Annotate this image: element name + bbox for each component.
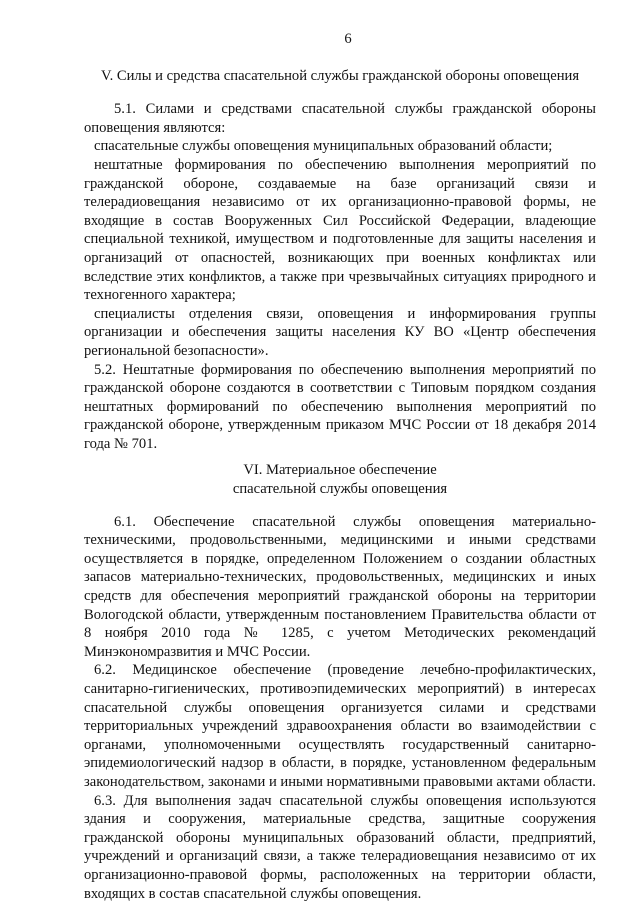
paragraph-5-1-item-2: нештатные формирования по обеспечению выполнения мероприятий по гражданской обороне, создаваемые на базе организаций связи и телерадиовещания независимо от их организационно-правовой формы, не входящие в состав Вооруженных Сил Российской Федерации, владеющие специальной техникой, имуществом и подготовленные для защиты населения и организаций от опасностей, возникающих при военных конфликтах или вследствие этих конфликтов, а также при чрезвычайных ситуациях природного и техногенного характера; bbox=[84, 156, 596, 304]
paragraph-6-2: 6.2. Медицинское обеспечение (проведение лечебно-профилактических, санитарно-гигиенических, противоэпидемических мероприятий) в интересах спасательной службы оповещения организуется силами и средствами территориальных учреждений здравоохранения области во взаимодействии с органами, уполномоченными осуществлять государственный санитарно-эпидемиологический надзор в области, в порядке, установленном федеральным законодательством, законами и иными нормативными правовыми актами области. bbox=[84, 662, 596, 790]
section-5-heading: V. Силы и средства спасательной службы гражданской обороны оповещения bbox=[100, 67, 580, 84]
paragraph-6-3: 6.3. Для выполнения задач спасательной службы оповещения используются здания и сооружения, материальные средства, защитные сооружения гражданской обороны муниципальных образований области, предприятий, учреждений и организаций связи, а также телерадиовещания независимо от их организационно-правовой формы, расположенных на территории области, входящих в состав спасательной службы оповещения. bbox=[84, 792, 596, 902]
paragraph-5-1-item-3: специалисты отделения связи, оповещения и информирования группы организации и обеспечения защиты населения КУ ВО «Центр обеспечения региональной безопасности». bbox=[84, 305, 596, 359]
section-6-heading-line-1: VI. Материальное обеспечение bbox=[243, 462, 437, 479]
page-number: 6 bbox=[344, 31, 352, 47]
paragraph-5-1-item-1: спасательные службы оповещения муниципальных образований области; bbox=[94, 138, 553, 155]
page-content bbox=[84, 30, 596, 903]
paragraph-5-2: 5.2. Нештатные формирования по обеспечению выполнения мероприятий по гражданской обороне создаются в соответствии с Типовым порядком создания нештатных формирований по обеспечению выполнения мероприятий по гражданской обороне, утвержденным приказом МЧС России от 18 декабря 2014 года № 701. bbox=[84, 361, 596, 452]
section-6-heading-line-2: спасательной службы оповещения bbox=[232, 481, 448, 498]
paragraph-6-1: 6.1. Обеспечение спасательной службы оповещения материально-техническими, продовольственными, медицинскими и иными средствами осуществляется в порядке, определенном Положением о создании областных запасов материально-технических, продовольственных, медицинских и иных средств для обеспечения мероприятий гражданской обороны на территории Вологодской области, утвержденным постановлением Правительства области от 8 ноября 2010 года № 1285, с учетом Методических рекомендаций Минэкономразвития и МЧС России. bbox=[84, 513, 596, 660]
paragraph-5-1: 5.1. Силами и средствами спасательной службы гражданской обороны оповещения являются: bbox=[84, 101, 596, 136]
